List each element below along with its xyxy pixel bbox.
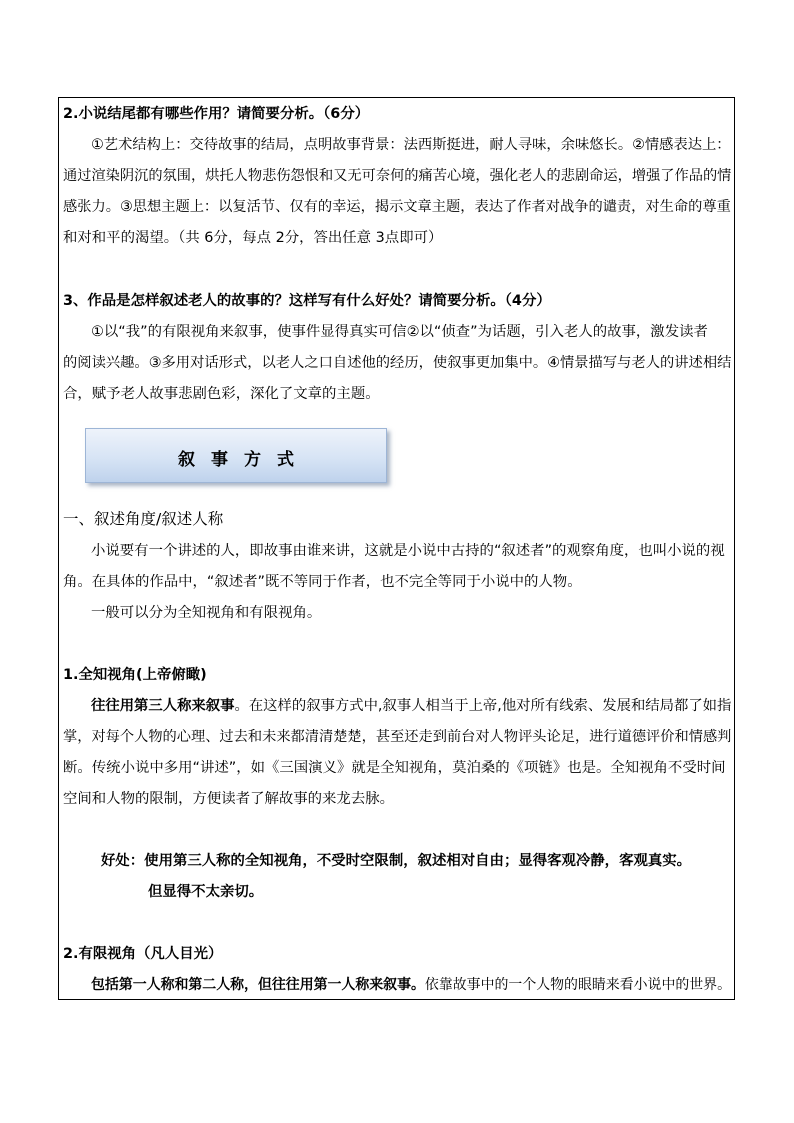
intro-line-1: 小说要有一个讲述的人，即故事由谁来讲，这就是小说中古持的“叙述者”的观察角度，也叫小说的视 <box>91 543 725 559</box>
q2-answer-line-2: 通过渲染阴沉的氛围，烘托人物悲伤怨恨和又无可奈何的痛苦心境，强化老人的悲剧命运，增强了作品的情 <box>63 168 732 184</box>
omniscient-title: 1.全知视角(上帝俯瞰) <box>63 667 207 683</box>
omniscient-lead <box>91 696 731 716</box>
question-2-title: 2.小说结尾都有哪些作用？请简要分析。（6分） <box>63 106 370 122</box>
q2-answer-line-4: 和对和平的渴望。（共 6分，每点 2分，答出任意 3点即可） <box>63 230 443 246</box>
narration-method-banner <box>85 428 387 483</box>
q3-answer-line-3: 合，赋予老人故事悲剧色彩，深化了文章的主题。 <box>63 386 380 402</box>
banner-title: 叙事方式 <box>178 450 310 470</box>
omniscient-line-2: 掌，对每个人物的心理、过去和未来都清清楚楚，甚至还走到前台对人物评头论足，进行道德评价和情感判 <box>63 729 732 745</box>
intro-line-2: 角。在具体的作品中，“叙述者”既不等同于作者，也不完全等同于小说中的人物。 <box>63 574 582 590</box>
omniscient-merit: 好处：使用第三人称的全知视角，不受时空限制，叙述相对自由；显得客观冷静，客观真实。 <box>101 853 692 869</box>
limited-lead-rest: 依靠故事中的一个人物的眼睛来看小说中的世界。 <box>424 977 732 993</box>
question-3-title: 3、作品是怎样叙述老人的故事的？这样写有什么好处？请简要分析。（4分） <box>63 293 551 309</box>
omniscient-line-4: 空间和人物的限制，方便读者了解故事的来龙去脉。 <box>63 791 394 807</box>
q3-answer-line-2: 的阅读兴趣。③多用对话形式，以老人之口自述他的经历，使叙事更加集中。④情景描写与老人的讲述相结 <box>63 355 732 371</box>
q2-answer-line-1: ①艺术结构上：交待故事的结局，点明故事背景：法西斯挺进，耐人寻味，余味悠长。②情感表达上： <box>91 137 731 153</box>
omniscient-line-3: 断。传统小说中多用“讲述”，如《三国演义》就是全知视角，莫泊桑的《项链》也是。全知视角不受时间 <box>63 760 726 776</box>
q2-answer-line-3: 感张力。③思想主题上：以复活节、仅有的幸运，揭示文章主题，表达了作者对战争的谴责，对生命的尊重 <box>63 199 731 215</box>
q3-answer-line-1: ①以“我”的有限视角来叙事，使事件显得真实可信②以“侦查”为话题，引入老人的故事，激发读者 <box>91 324 708 340</box>
omniscient-demerit: 但显得不太亲切。 <box>148 884 264 900</box>
limited-lead-bold: 包括第一人称和第二人称，但往往用第一人称来叙事。 <box>91 977 425 993</box>
perspective-split-line: 一般可以分为全知视角和有限视角。 <box>91 605 322 621</box>
limited-title: 2.有限视角（凡人目光） <box>63 946 223 962</box>
limited-lead <box>91 975 731 995</box>
section-heading-narrative-angle: 一、叙述角度/叙述人称 <box>63 510 224 528</box>
omniscient-lead-bold: 往往用第三人称来叙事 <box>91 698 235 714</box>
omniscient-lead-rest: 。在这样的叙事方式中,叙事人相当于上帝,他对所有线索、发展和结局都了如指 <box>234 698 732 714</box>
